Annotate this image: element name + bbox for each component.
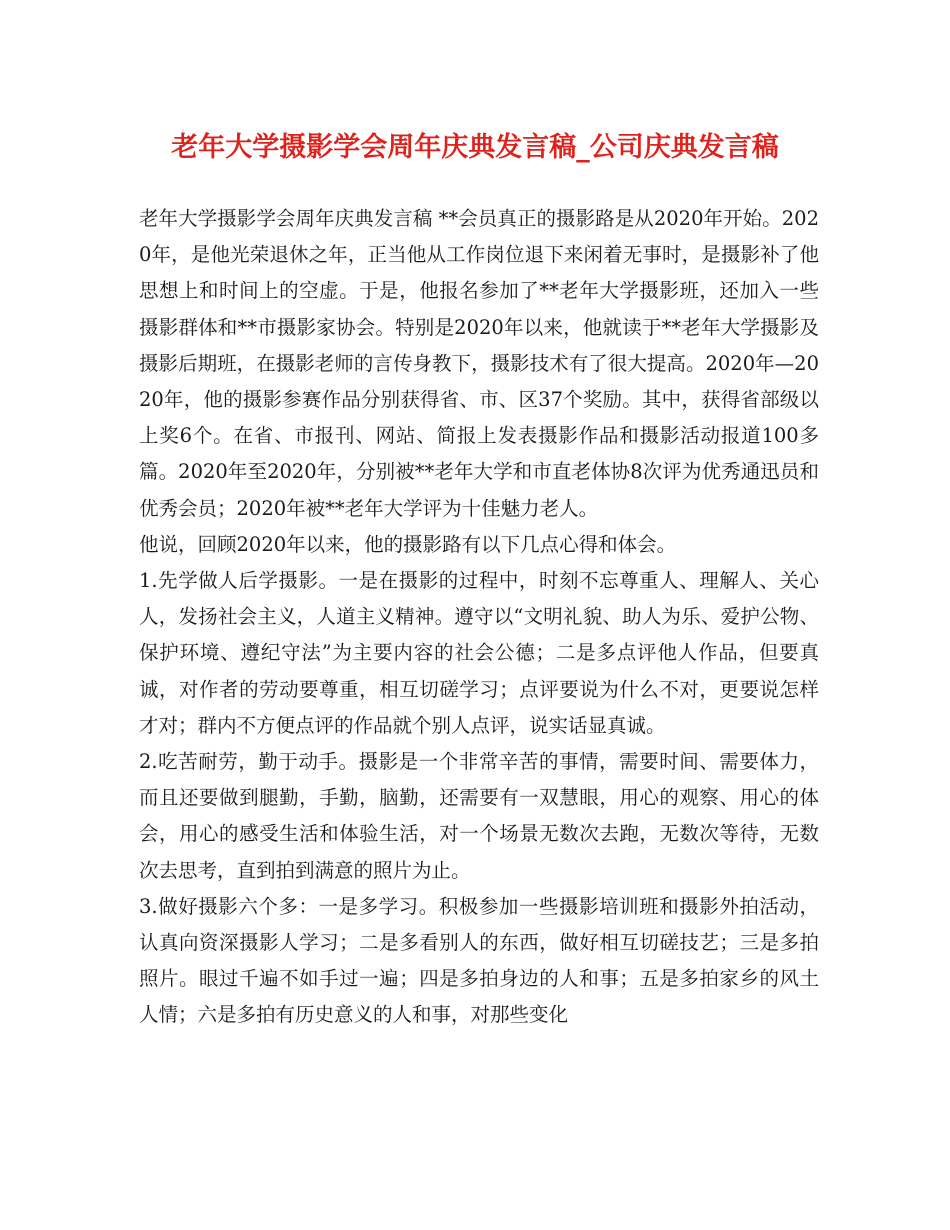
paragraph-point-3: 3.做好摄影六个多：一是多学习。积极参加一些摄影培训班和摄影外拍活动，认真向资深摄影人学习；二是多看别人的东西，做好相互切磋技艺；三是多拍照片。眼过千遍不如手过一遍；四是多拍身边的人和事；五是多拍家乡的风土人情；六是多拍有历史意义的人和事，对那些变化 [139,894,819,1027]
paragraph-point-2: 2.吃苦耐劳，勤于动手。摄影是一个非常辛苦的事情，需要时间、需要体力，而且还要做到腿勤，手勤，脑勤，还需要有一双慧眼，用心的观察、用心的体会，用心的感受生活和体验生活，对一个场景无数次去跑，无数次等待，无数次去思考，直到拍到满意的照片为止。 [139,750,819,882]
document-body [139,201,819,1034]
paragraph-summary: 他说，回顾2020年以来，他的摄影路有以下几点心得和体会。 [139,532,677,556]
paragraph-intro: 老年大学摄影学会周年庆典发言稿 **会员真正的摄影路是从2020年开始。2020年，是他光荣退休之年，正当他从工作岗位退下来闲着无事时，是摄影补了他思想上和时间上的空虚。于是，他报名参加了**老年大学摄影班，还加入一些摄影群体和**市摄影家协会。特别是2020年以来，他就读于**老年大学摄影及摄影后期班，在摄影老师的言传身教下，摄影技术有了很大提高。2020年—2020年，他的摄影参赛作品分别获得省、市、区37个奖励。其中，获得省部级以上奖6个。在省、市报刊、网站、简报上发表摄影作品和摄影活动报道100多篇。2020年至2020年，分别被**老年大学和市直老体协8次评为优秀通迅员和优秀会员；2020年被**老年大学评为十佳魅力老人。 [139,207,819,520]
document-title: 老年大学摄影学会周年庆典发言稿_公司庆典发言稿 [171,132,779,163]
paragraph-point-1: 1.先学做人后学摄影。一是在摄影的过程中，时刻不忘尊重人、理解人、关心人，发扬社会主义，人道主义精神。遵守以“文明礼貌、助人为乐、爱护公物、保护环境、遵纪守法”为主要内容的社会公德；二是多点评他人作品，但要真诚，对作者的劳动要尊重，相互切磋学习；点评要说为什么不对，更要说怎样才对；群内不方便点评的作品就个别人点评，说实话显真诚。 [139,569,819,737]
